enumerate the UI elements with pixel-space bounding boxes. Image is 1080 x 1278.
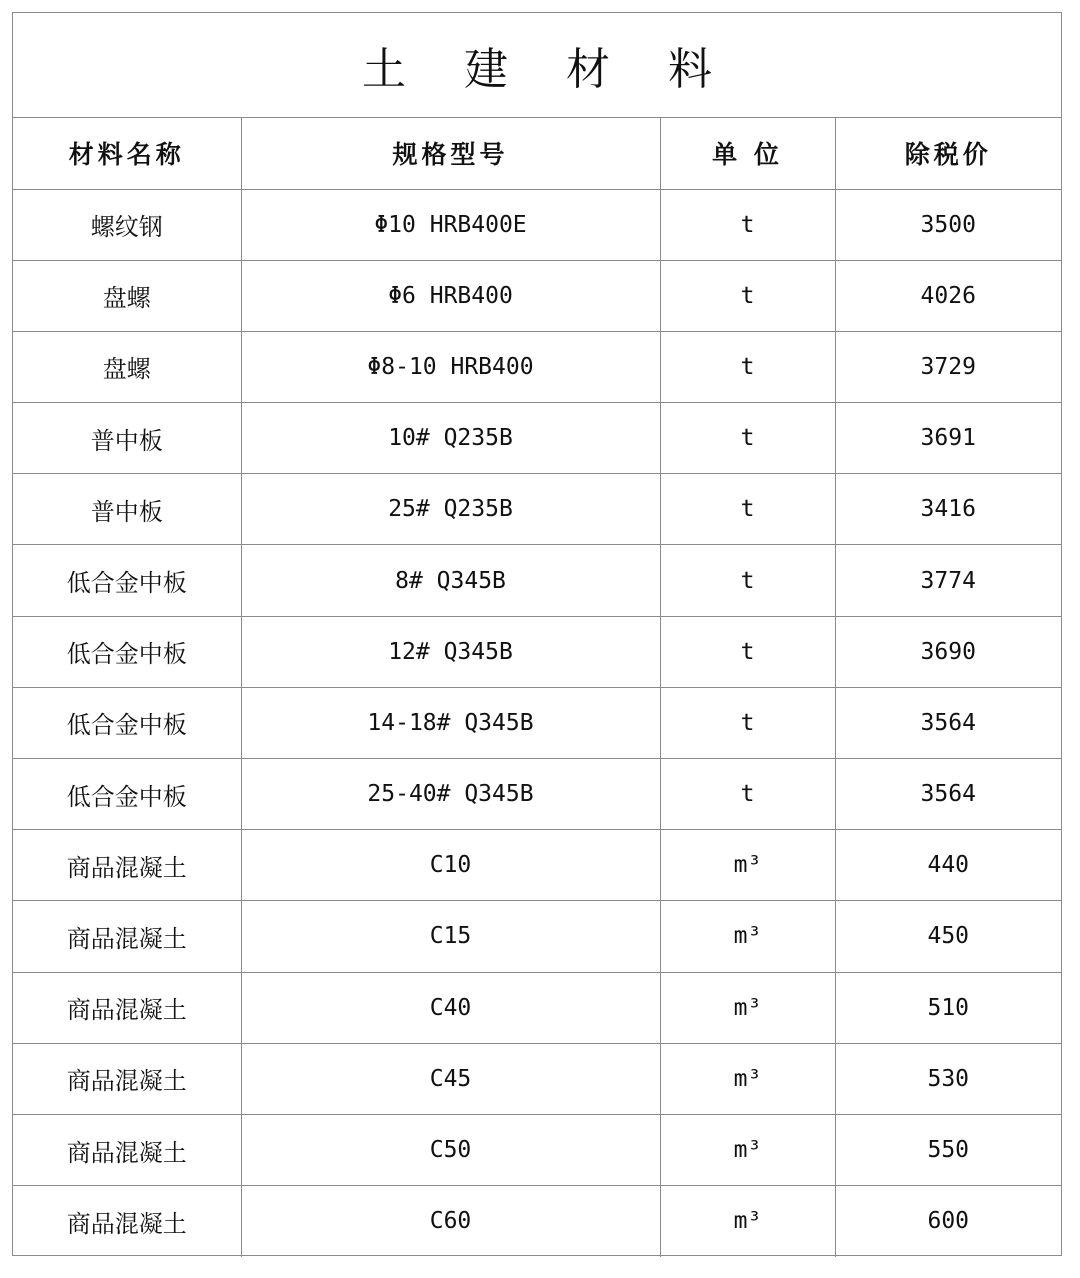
cell-price: 600 [927,1208,970,1235]
cell-spec: Φ10 HRB400E [241,189,660,260]
cell-name: 盘螺 [13,260,241,331]
cell-name: 商品混凝土 [13,1043,241,1114]
cell-unit: t [660,260,835,331]
materials-table [13,118,1061,1257]
cell-name: 盘螺 [13,331,241,402]
cell-unit: m³ [660,972,835,1043]
cell-price: 510 [835,972,1061,1043]
cell-name: 商品混凝土 [13,1114,241,1185]
cell-name: 商品混凝土 [13,972,241,1043]
cell-unit: m³ [660,901,835,972]
cell-spec: 12# Q345B [241,616,660,687]
table-row [13,830,1061,901]
cell-name: 普中板 [13,403,241,474]
cell-name: 低合金中板 [13,616,241,687]
cell-unit: t [660,189,835,260]
cell-unit: t [660,331,835,402]
table-row [13,545,1061,616]
cell-price: 3500 [835,189,1061,260]
cell-unit: t [660,403,835,474]
cell-spec: C40 [241,972,660,1043]
cell-spec: Φ8-10 HRB400 [241,331,660,402]
cell-spec: C45 [241,1043,660,1114]
table-row [13,1114,1061,1185]
cell-spec: 25# Q235B [241,474,660,545]
cell-price: 4026 [835,260,1061,331]
cell-name: 螺纹钢 [13,189,241,260]
cell-spec: Φ6 HRB400 [241,260,660,331]
table-row [13,972,1061,1043]
header-name: 材料名称 [13,118,241,189]
price-table-sheet [12,12,1062,1256]
cell-name: 商品混凝土 [13,830,241,901]
cell-price: 550 [835,1114,1061,1185]
page-title: 土 建 材 料 [362,44,734,95]
header-price: 除税价 [835,118,1061,189]
table-row [13,474,1061,545]
table-body [13,189,1061,1257]
cell-name: 低合金中板 [13,687,241,758]
table-row [13,687,1061,758]
table-row [13,331,1061,402]
cell-spec: 8# Q345B [241,545,660,616]
cell-spec: C60 [241,1186,660,1257]
cell-unit: t [660,474,835,545]
header-row [13,118,1061,189]
cell-price: 530 [835,1043,1061,1114]
cell-price: 3774 [835,545,1061,616]
cell-price: 3416 [835,474,1061,545]
cell-price: 450 [835,901,1061,972]
cell-unit: m³ [660,1114,835,1185]
title-row [13,13,1061,118]
header-spec: 规格型号 [241,118,660,189]
table-row [13,901,1061,972]
cell-price: 3690 [835,616,1061,687]
table-row [13,1043,1061,1114]
table-row [13,616,1061,687]
cell-name: 低合金中板 [13,759,241,830]
cell-unit: t [660,759,835,830]
cell-spec: C50 [241,1114,660,1185]
cell-price: 3564 [835,759,1061,830]
table-row [13,189,1061,260]
table-row [13,403,1061,474]
cell-spec: 14-18# Q345B [241,687,660,758]
cell-name: 商品混凝土 [13,901,241,972]
cell-price: 3564 [835,687,1061,758]
cell-name: 低合金中板 [13,545,241,616]
cell-unit: t [660,687,835,758]
cell-spec: 10# Q235B [241,403,660,474]
cell-unit: t [660,545,835,616]
cell-unit: m³ [660,830,835,901]
cell-unit: t [660,616,835,687]
cell-price: 440 [835,830,1061,901]
cell-spec: C15 [241,901,660,972]
cell-price: 3691 [835,403,1061,474]
cell-unit: m³ [660,1043,835,1114]
cell-name: 商品混凝土 [13,1186,241,1257]
table-row [13,759,1061,830]
table-header [13,118,1061,189]
cell-unit: m³ [660,1186,835,1257]
cell-spec: 25-40# Q345B [241,759,660,830]
table-row [13,260,1061,331]
cell-name: 普中板 [13,474,241,545]
cell-price: 3729 [835,331,1061,402]
cell-spec: C10 [241,830,660,901]
table-row [13,1186,1061,1257]
header-unit: 单 位 [660,118,835,189]
